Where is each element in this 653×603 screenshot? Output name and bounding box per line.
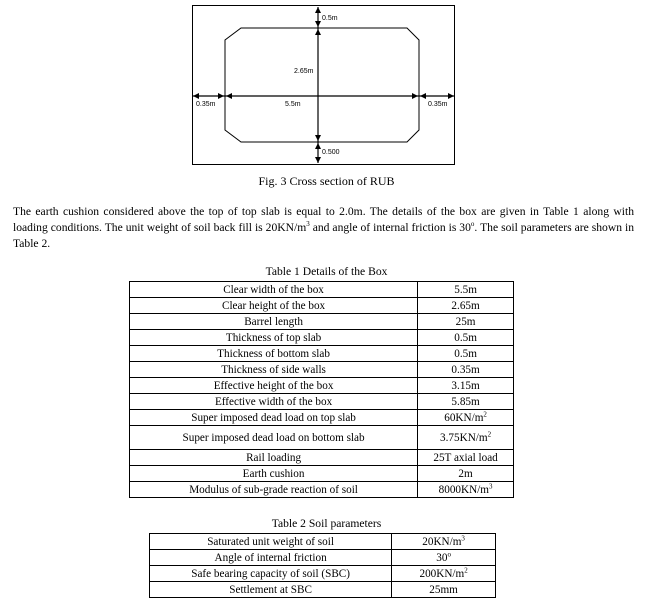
arrow-left: [193, 93, 199, 99]
table-row: [130, 314, 514, 330]
value-cell: [392, 550, 496, 566]
value-unit-sup: 2: [487, 429, 492, 438]
value-unit-sup: o: [447, 549, 451, 558]
value-text: 30: [436, 551, 448, 564]
value-text: 2.65m: [451, 299, 480, 312]
param-cell: Clear width of the box: [130, 282, 418, 298]
value-text: 200KN/m: [419, 567, 465, 580]
table1-title: Table 1 Details of the Box: [265, 265, 388, 278]
value-cell: [418, 362, 514, 378]
table-row: [130, 346, 514, 362]
table-row: [130, 394, 514, 410]
param-cell: Safe bearing capacity of soil (SBC): [150, 566, 392, 582]
table-row: [150, 582, 496, 598]
param-cell: Effective width of the box: [130, 394, 418, 410]
value-cell: [418, 378, 514, 394]
value-cell: [418, 394, 514, 410]
table-row: [130, 378, 514, 394]
label-clear-width: 5.5m: [285, 101, 301, 108]
value-text: 0.5m: [454, 331, 477, 344]
paragraph-sup-1: 3: [306, 220, 310, 229]
table1-details-of-box: [129, 281, 514, 498]
value-unit-sup: 2: [464, 565, 468, 574]
table-row: [130, 450, 514, 466]
value-text: 25m: [455, 315, 476, 328]
value-text: 0.35m: [451, 363, 480, 376]
paragraph-text-1: The earth cushion considered above the top of top slab is equal to 2.0m. The details of the box are given in Table 1 along with loading conditions. The unit weight of soil back fill is 20KN/m: [13, 205, 634, 234]
value-text: 0.5m: [454, 347, 477, 360]
value-text: 25T axial load: [433, 451, 498, 464]
label-top-slab: 0.5m: [322, 15, 338, 22]
label-left-wall: 0.35m: [196, 101, 216, 108]
param-cell: Clear height of the box: [130, 298, 418, 314]
arrow-clear-right: [412, 93, 418, 99]
table-row: [130, 362, 514, 378]
value-cell: [418, 410, 514, 426]
value-cell: [392, 534, 496, 550]
arrow-top: [315, 7, 321, 13]
label-right-wall: 0.35m: [428, 101, 448, 108]
table-row: [130, 426, 514, 450]
value-text: 8000KN/m: [438, 483, 489, 496]
table-row: [130, 298, 514, 314]
box-inner-outline: [225, 28, 419, 142]
cross-section-figure: [192, 5, 455, 165]
param-cell: Angle of internal friction: [150, 550, 392, 566]
table-row: [130, 330, 514, 346]
table2-title: Table 2 Soil parameters: [271, 517, 382, 530]
value-cell: [418, 282, 514, 298]
value-text: 2m: [458, 467, 473, 480]
table-row: [130, 410, 514, 426]
value-cell: [418, 346, 514, 362]
value-text: 5.5m: [454, 283, 477, 296]
param-cell: Saturated unit weight of soil: [150, 534, 392, 550]
table-row: [130, 282, 514, 298]
value-cell: [392, 582, 496, 598]
param-cell: Modulus of sub-grade reaction of soil: [130, 482, 418, 498]
label-bottom-slab: 0.500: [322, 149, 340, 156]
table-row: [150, 534, 496, 550]
arrow-right: [448, 93, 454, 99]
arrow-top-slab: [315, 21, 321, 27]
param-cell: Super imposed dead load on bottom slab: [130, 426, 418, 450]
param-cell: Thickness of side walls: [130, 362, 418, 378]
param-cell: Settlement at SBC: [150, 582, 392, 598]
value-cell: [418, 466, 514, 482]
arrow-left-wall: [218, 93, 224, 99]
param-cell: Rail loading: [130, 450, 418, 466]
value-cell: [418, 298, 514, 314]
arrow-clear-top: [315, 29, 321, 35]
param-cell: Earth cushion: [130, 466, 418, 482]
paragraph-text-3: . The soil parameters are shown in Table 2.: [13, 221, 635, 250]
value-unit-sup: 3: [488, 481, 493, 490]
label-clear-height: 2.65m: [294, 68, 314, 75]
arrow-bottom-slab: [315, 143, 321, 149]
value-text: 3.15m: [451, 379, 480, 392]
param-cell: Effective height of the box: [130, 378, 418, 394]
value-cell: [418, 330, 514, 346]
value-text: 3.75KN/m: [440, 431, 488, 444]
cross-section-drawing: [192, 5, 455, 165]
table2-soil-parameters: [149, 533, 496, 598]
value-unit-sup: 2: [483, 409, 487, 418]
arrow-clear-left: [226, 93, 232, 99]
value-cell: [418, 314, 514, 330]
table-row: [150, 550, 496, 566]
table-row: [130, 466, 514, 482]
param-cell: Super imposed dead load on top slab: [130, 410, 418, 426]
param-cell: Barrel length: [130, 314, 418, 330]
body-paragraph: [13, 204, 634, 252]
arrow-right-wall: [420, 93, 426, 99]
value-text: 5.85m: [451, 395, 480, 408]
value-cell: [418, 426, 514, 450]
arrow-clear-bottom: [315, 135, 321, 141]
param-cell: Thickness of top slab: [130, 330, 418, 346]
table-row: [130, 482, 514, 498]
value-unit-sup: 3: [461, 533, 465, 542]
value-cell: [418, 482, 514, 498]
param-cell: Thickness of bottom slab: [130, 346, 418, 362]
figure-caption: Fig. 3 Cross section of RUB: [258, 174, 395, 188]
arrow-bottom: [315, 157, 321, 163]
paragraph-sup-2: o: [470, 220, 475, 229]
value-cell: [418, 450, 514, 466]
table-row: [150, 566, 496, 582]
value-text: 25mm: [429, 583, 458, 596]
outer-boundary: [193, 6, 455, 165]
value-text: 60KN/m: [444, 411, 484, 424]
value-text: 20KN/m: [422, 535, 462, 548]
value-cell: [392, 566, 496, 582]
paragraph-text-2: and angle of internal friction is 30: [309, 221, 471, 234]
